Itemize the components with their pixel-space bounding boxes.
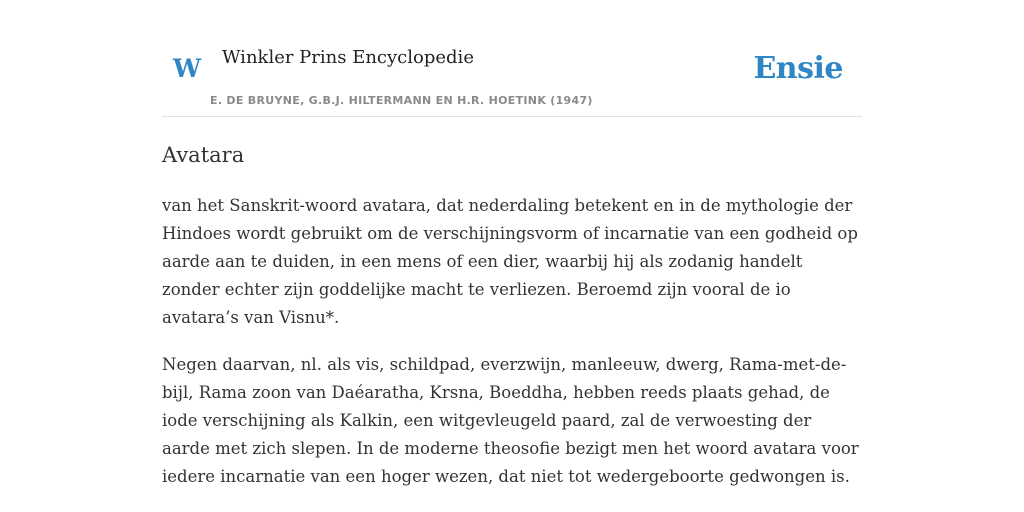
logo-icon[interactable]: W (173, 54, 202, 83)
article-title: Avatara (162, 143, 245, 167)
article (162, 140, 862, 491)
authors-line: E. DE BRUYNE, G.B.J. HILTERMANN EN H.R. HOETINK (1947) (210, 94, 593, 107)
site-title[interactable]: Winkler Prins Encyclopedie (222, 47, 474, 68)
brand-logo[interactable]: Ensie (753, 51, 843, 86)
article-paragraph: Negen daarvan, nl. als vis, schildpad, everzwijn, manleeuw, dwerg, Rama-met-de-bijl, Rama zoon van Daéaratha, Krsna, Boeddha, hebben reeds plaats gehad, de iode verschijning als Kalkin, een witgevleugeld paard, zal de verwoesting der aarde met zich slepen. In de moderne theosofie bezigt men het woord avatara voor iedere incarnatie van een hoger wezen, dat niet tot wedergeboorte gedwongen is. (162, 355, 859, 486)
site-header (162, 40, 862, 117)
article-paragraph: van het Sanskrit-woord avatara, dat nederdaling betekent en in de mythologie der Hindoes wordt gebruikt om de verschijningsvorm of incarnatie van een godheid op aarde aan te duiden, in een mens of een dier, waarbij hij als zodanig handelt zonder echter zijn goddelijke macht te verliezen. Beroemd zijn vooral de io avatara’s van Visnu*. (162, 196, 858, 327)
